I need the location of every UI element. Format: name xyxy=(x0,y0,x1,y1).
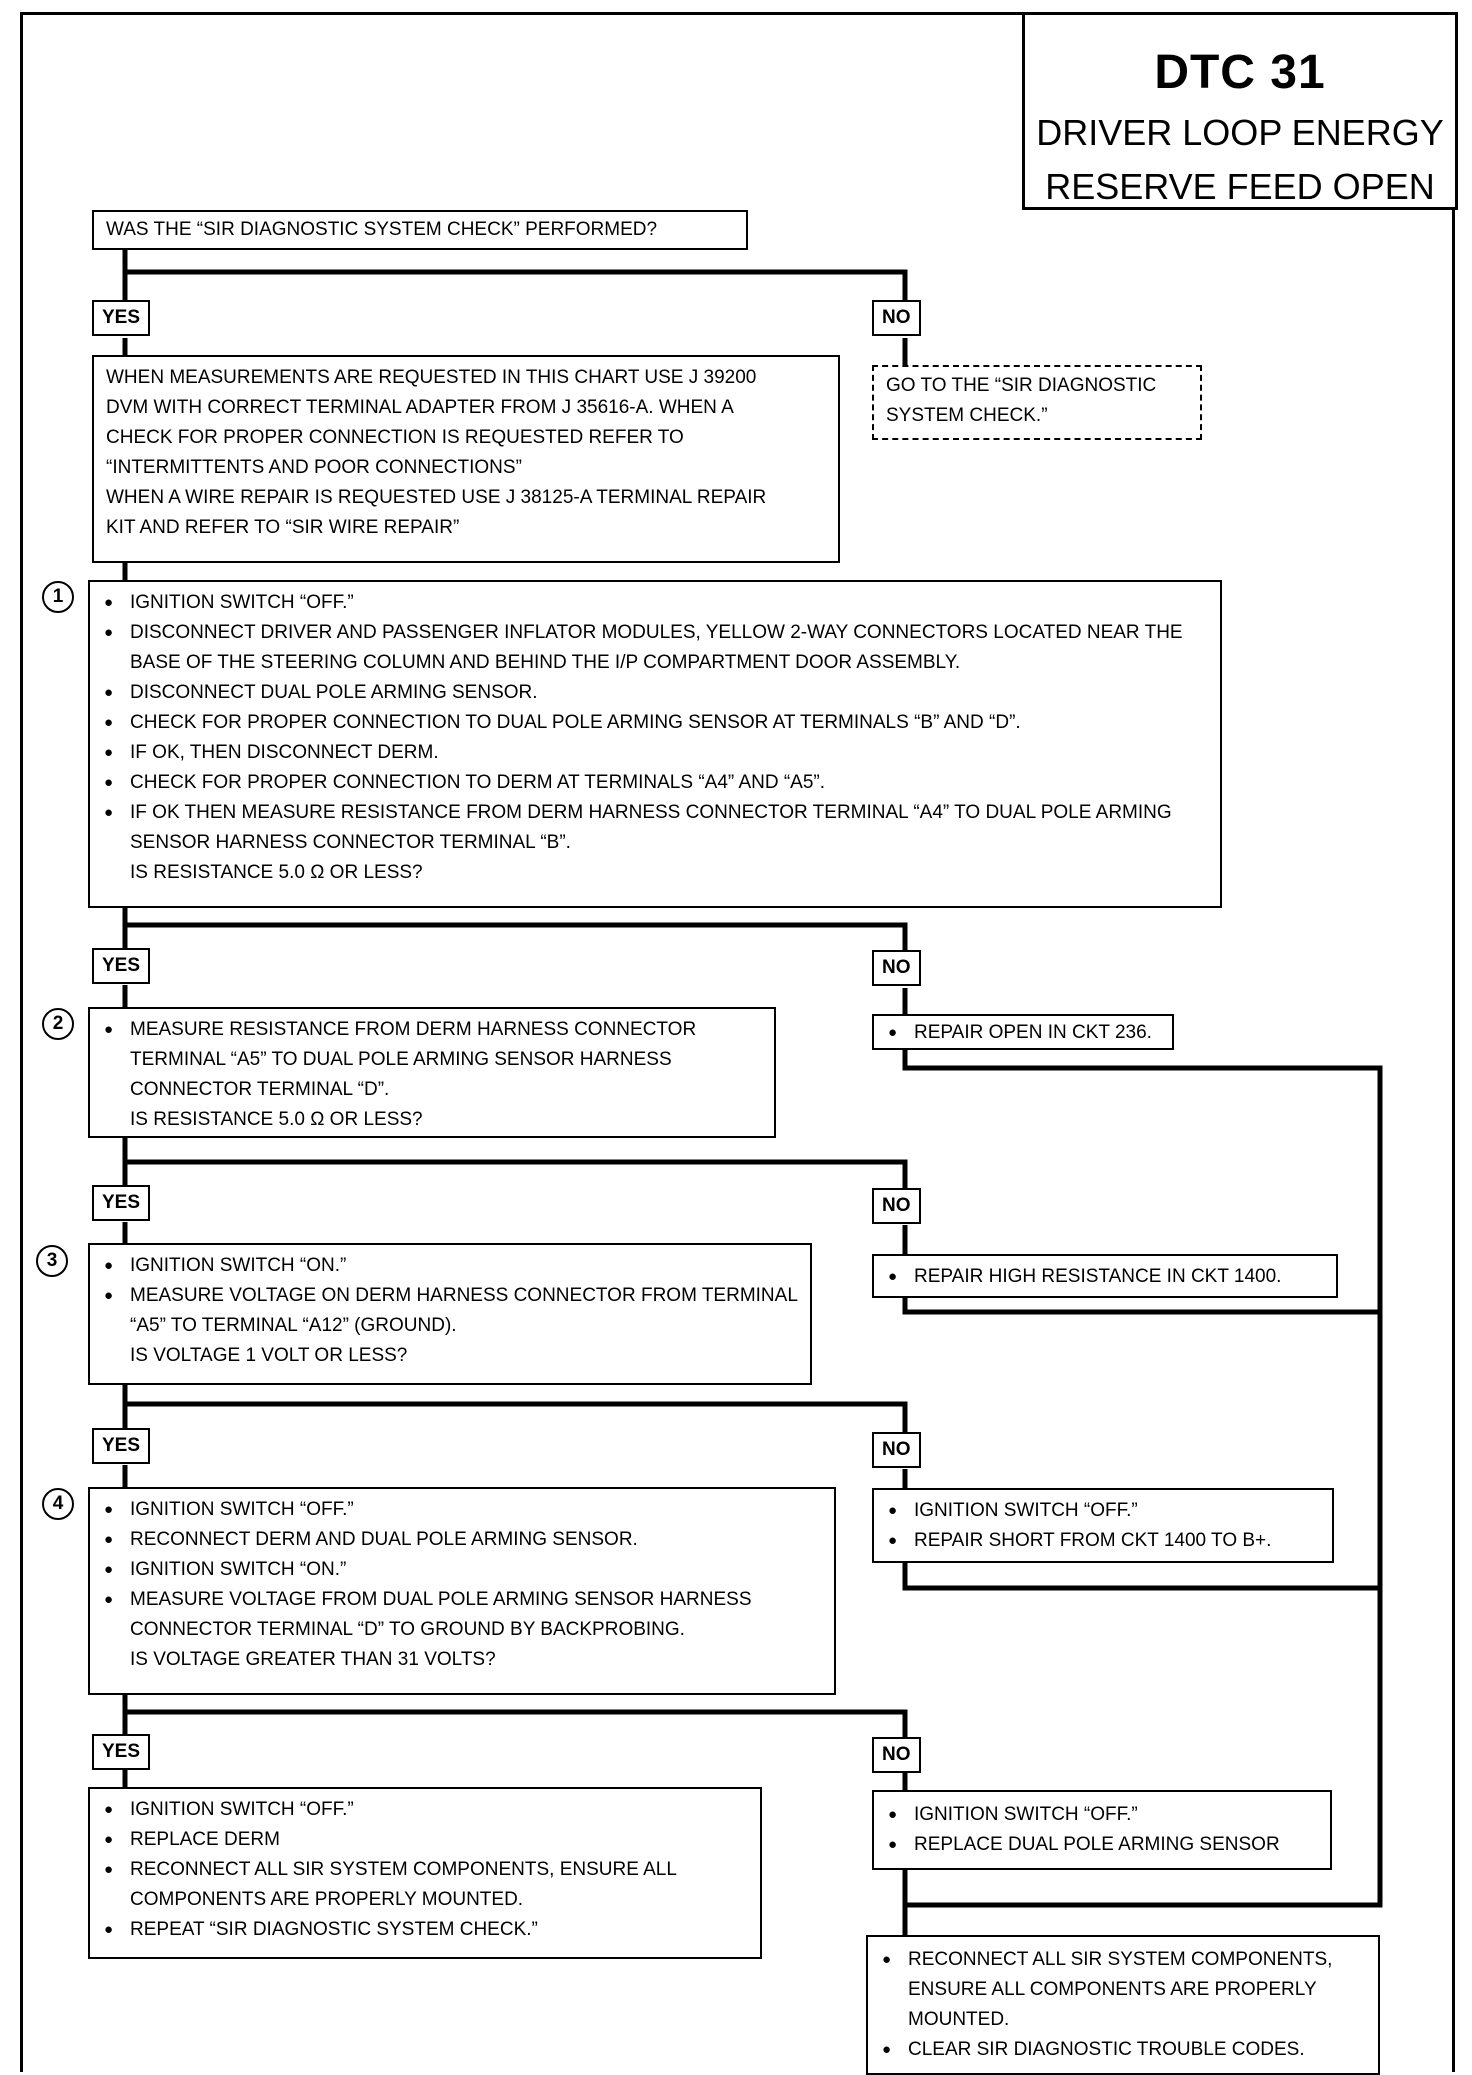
step-4-yes-action: ● IGNITION SWITCH “OFF.” xyxy=(102,1795,748,1825)
title-box xyxy=(1022,12,1458,210)
intro-line: KIT AND REFER TO “SIR WIRE REPAIR” xyxy=(106,517,460,538)
intro-line: CHECK FOR PROPER CONNECTION IS REQUESTED REFER TO xyxy=(106,427,684,448)
step-4-bullet: ● MEASURE VOLTAGE FROM DUAL POLE ARMING SENSOR HARNESS CONNECTOR TERMINAL “D” TO GROUND BY BACKPROBING. xyxy=(102,1585,822,1645)
step-4-question: IS VOLTAGE GREATER THAN 31 VOLTS? xyxy=(130,1649,496,1670)
final-action: ● RECONNECT ALL SIR SYSTEM COMPONENTS, ENSURE ALL COMPONENTS ARE PROPERLY MOUNTED. xyxy=(880,1945,1366,2035)
step-1-question: IS RESISTANCE 5.0 Ω OR LESS? xyxy=(130,862,423,883)
step-4-yes-box xyxy=(88,1787,762,1959)
yes-label-4: YES xyxy=(92,1734,150,1770)
goto-system-check-box xyxy=(872,365,1202,440)
step-1-bullet: ● CHECK FOR PROPER CONNECTION TO DERM AT TERMINALS “A4” AND “A5”. xyxy=(102,768,1208,798)
final-action: ● CLEAR SIR DIAGNOSTIC TROUBLE CODES. xyxy=(880,2035,1366,2065)
title-line-2: RESERVE FEED OPEN xyxy=(1045,166,1435,207)
step-1-no-action: ● REPAIR OPEN IN CKT 236. xyxy=(886,1018,1160,1048)
intro-box xyxy=(92,355,840,563)
step-1-bullet: ● IGNITION SWITCH “OFF.” xyxy=(102,588,1208,618)
step-3-bullet: ● IGNITION SWITCH “ON.” xyxy=(102,1251,798,1281)
step-2-bullet: ● MEASURE RESISTANCE FROM DERM HARNESS CONNECTOR TERMINAL “A5” TO DUAL POLE ARMING SENSOR HARNESS CONNECTOR TERMINAL “D”. xyxy=(102,1015,762,1105)
step-4-bullet: ● IGNITION SWITCH “ON.” xyxy=(102,1555,822,1585)
step-1-no-box xyxy=(872,1014,1174,1050)
yes-label-3: YES xyxy=(92,1428,150,1464)
step-4-yes-action: ● REPLACE DERM xyxy=(102,1825,748,1855)
start-question: WAS THE “SIR DIAGNOSTIC SYSTEM CHECK” PERFORMED? xyxy=(106,219,658,240)
yes-label-start: YES xyxy=(92,300,150,336)
intro-line: WHEN A WIRE REPAIR IS REQUESTED USE J 38125-A TERMINAL REPAIR xyxy=(106,487,767,508)
step-2-marker: 2 xyxy=(42,1008,74,1040)
step-4-marker: 4 xyxy=(42,1488,74,1520)
intro-line: “INTERMITTENTS AND POOR CONNECTIONS” xyxy=(106,457,522,478)
no-label-4: NO xyxy=(872,1737,921,1773)
step-3-bullet: ● MEASURE VOLTAGE ON DERM HARNESS CONNECTOR FROM TERMINAL “A5” TO TERMINAL “A12” (GROUND). xyxy=(102,1281,798,1341)
step-1-bullet: ● IF OK THEN MEASURE RESISTANCE FROM DERM HARNESS CONNECTOR TERMINAL “A4” TO DUAL POLE ARMING SENSOR HARNESS CONNECTOR TERMINAL “B”. xyxy=(102,798,1208,858)
step-2-question: IS RESISTANCE 5.0 Ω OR LESS? xyxy=(130,1109,423,1130)
connector-start xyxy=(125,250,905,300)
final-actions-box xyxy=(866,1935,1380,2075)
no-label-1: NO xyxy=(872,950,921,986)
step-3-no-action: ● REPAIR SHORT FROM CKT 1400 TO B+. xyxy=(886,1526,1320,1556)
step-4-bullet: ● RECONNECT DERM AND DUAL POLE ARMING SENSOR. xyxy=(102,1525,822,1555)
step-4-box xyxy=(88,1487,836,1695)
step-1-bullet: ● DISCONNECT DRIVER AND PASSENGER INFLATOR MODULES, YELLOW 2-WAY CONNECTORS LOCATED NEAR THE BASE OF THE STEERING COLUMN AND BEHIND THE I/P COMPARTMENT DOOR ASSEMBLY. xyxy=(102,618,1208,678)
step-3-question: IS VOLTAGE 1 VOLT OR LESS? xyxy=(130,1345,408,1366)
step-1-bullet: ● DISCONNECT DUAL POLE ARMING SENSOR. xyxy=(102,678,1208,708)
step-4-bullet: ● IGNITION SWITCH “OFF.” xyxy=(102,1495,822,1525)
step-3-box xyxy=(88,1243,812,1385)
yes-label-2: YES xyxy=(92,1185,150,1221)
step-1-marker: 1 xyxy=(42,581,74,613)
goto-system-check: GO TO THE “SIR DIAGNOSTIC SYSTEM CHECK.” xyxy=(886,375,1157,426)
no-label-start: NO xyxy=(872,300,921,336)
intro-line: WHEN MEASUREMENTS ARE REQUESTED IN THIS CHART USE J 39200 xyxy=(106,367,757,388)
yes-label-1: YES xyxy=(92,948,150,984)
step-4-yes-action: ● RECONNECT ALL SIR SYSTEM COMPONENTS, ENSURE ALL COMPONENTS ARE PROPERLY MOUNTED. xyxy=(102,1855,748,1915)
step-4-yes-action: ● REPEAT “SIR DIAGNOSTIC SYSTEM CHECK.” xyxy=(102,1915,748,1945)
step-3-no-box xyxy=(872,1488,1334,1563)
step-1-bullet: ● CHECK FOR PROPER CONNECTION TO DUAL POLE ARMING SENSOR AT TERMINALS “B” AND “D”. xyxy=(102,708,1208,738)
title-line-1: DRIVER LOOP ENERGY xyxy=(1036,112,1444,153)
step-4-no-box xyxy=(872,1790,1332,1870)
start-question-box xyxy=(92,210,748,250)
step-3-no-action: ● IGNITION SWITCH “OFF.” xyxy=(886,1496,1320,1526)
step-1-bullet: ● IF OK, THEN DISCONNECT DERM. xyxy=(102,738,1208,768)
intro-line: DVM WITH CORRECT TERMINAL ADAPTER FROM J 35616-A. WHEN A xyxy=(106,397,734,418)
step-4-no-action: ● REPLACE DUAL POLE ARMING SENSOR xyxy=(886,1830,1318,1860)
step-3-marker: 3 xyxy=(36,1245,68,1277)
step-2-box xyxy=(88,1007,776,1138)
step-4-no-action: ● IGNITION SWITCH “OFF.” xyxy=(886,1800,1318,1830)
step-1-box xyxy=(88,580,1222,908)
no-label-2: NO xyxy=(872,1188,921,1224)
step-2-no-box xyxy=(872,1254,1338,1298)
no-label-3: NO xyxy=(872,1432,921,1468)
dtc-code: DTC 31 xyxy=(1154,46,1326,99)
step-2-no-action: ● REPAIR HIGH RESISTANCE IN CKT 1400. xyxy=(886,1262,1324,1292)
